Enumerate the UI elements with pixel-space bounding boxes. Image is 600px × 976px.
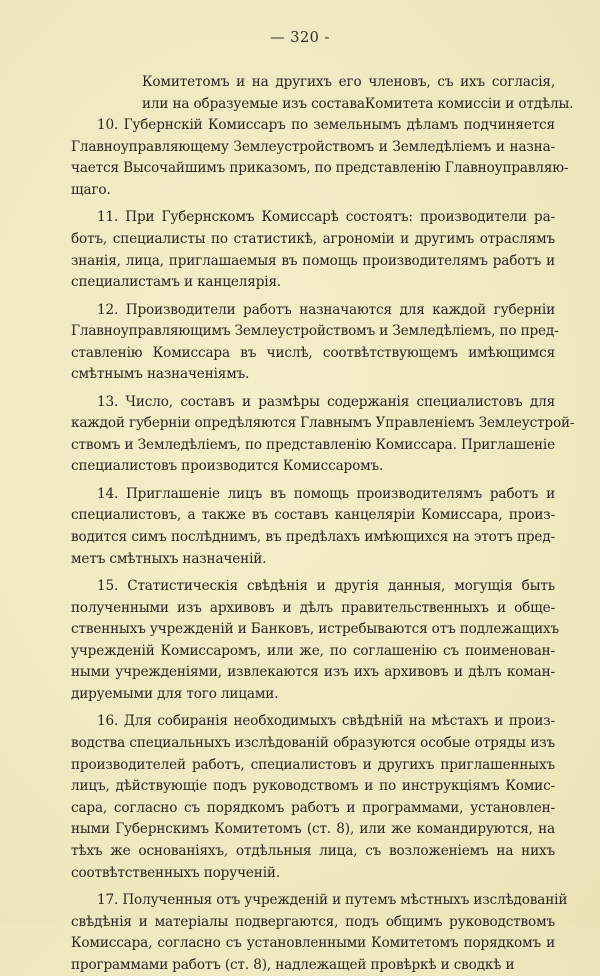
paragraph-first-line: 16. Для собиранія необходимыхъ свѣдѣній на мѣстахъ и произ-: [97, 713, 555, 730]
paragraph-15: [71, 576, 560, 706]
text-line: производителей работъ, специалистовъ и другихъ приглашенныхъ: [71, 756, 555, 773]
paragraph-first-line: 17. Полученныя отъ учрежденій и путемъ мѣстныхъ изслѣдованій: [97, 891, 568, 908]
paragraph-11: [71, 207, 555, 293]
text-line: водится симъ послѣднимъ, въ предѣлахъ имѣющихся на этотъ пред-: [71, 529, 555, 546]
paragraph-13: [71, 392, 575, 478]
text-line: щаго.: [71, 181, 111, 198]
text-line: Комитетомъ и на другихъ его членовъ, съ ихъ согласія,: [142, 74, 555, 90]
text-line: специалистовъ производится Комиссаромъ.: [71, 458, 384, 475]
paragraph-first-line: 15. Статистическія свѣдѣнія и другія данныя, могущія быть: [97, 578, 555, 595]
text-line: Главноуправляющимъ Землеустройствомъ и Земледѣліемъ, по пред-: [71, 323, 559, 340]
paragraph-list: [71, 115, 575, 976]
text-line: специалистовъ, а также въ составъ канцеляріи Комиссара, произ-: [71, 507, 555, 524]
text-line: лицъ, дѣйствующіе подъ руководствомъ и по инструкціямъ Комис-: [71, 778, 555, 795]
text-line: метъ смѣтныхъ назначеній.: [71, 550, 267, 567]
text-line: специалистамъ и канцелярія.: [71, 274, 282, 291]
text-line: Главноуправляющему Землеустройствомъ и Земледѣліемъ и назна-: [71, 138, 555, 155]
page-number: — 320 -: [270, 30, 330, 46]
paragraph-first-line: 12. Производители работъ назначаются для каждой губерніи: [97, 301, 555, 318]
text-line: тѣхъ же основаніяхъ, отдѣльныя лица, съ возложеніемъ на нихъ: [71, 842, 555, 859]
text-line: Комиссара, согласно съ установленными Комитетомъ порядкомъ и: [71, 935, 555, 952]
text-line: ботъ, специалисты по статистикѣ, агрономіи и другимъ отраслямъ: [71, 230, 555, 247]
text-line: водства специальныхъ изслѣдованій образуются особые отряды изъ: [71, 735, 555, 751]
paragraph-first-line: 14. Приглашеніе лицъ въ помощь производителямъ работъ и: [97, 485, 555, 502]
paragraph-16: [71, 711, 555, 884]
text-line: ными учрежденіями, извлекаются изъ ихъ архивовъ и дѣлъ коман-: [71, 664, 555, 681]
paragraph-17: [71, 890, 568, 976]
text-line: дируемыми для того лицами.: [71, 686, 279, 703]
continuation-block: [71, 72, 574, 115]
paragraph-14: [71, 484, 555, 570]
text-line: каждой губерніи опредѣляются Главнымъ Управленіемъ Землеустрой-: [71, 415, 575, 432]
text-line: ствомъ и Земледѣліемъ, по представленію Комиссара. Приглашеніе: [71, 436, 555, 453]
body-text: [71, 72, 575, 976]
text-line: полученными изъ архивовъ и дѣлъ правительственныхъ и обще-: [71, 599, 555, 616]
text-line: соотвѣтственныхъ порученій.: [71, 864, 280, 881]
text-line: программами работъ (ст. 8), надлежащей провѣркѣ и сводкѣ и: [71, 956, 515, 973]
paragraph-first-line: 11. При Губернскомъ Комиссарѣ состоятъ: производители ра-: [97, 209, 555, 226]
text-line: свѣдѣнія и матеріалы подвергаются, подъ общимъ руководствомъ: [71, 913, 555, 930]
paragraph-10: [71, 115, 569, 201]
text-line: знанія, лица, приглашаемыя въ помощь производителямъ работъ и: [71, 252, 555, 269]
text-line: смѣтнымъ назначеніямъ.: [71, 366, 250, 383]
paragraph-first-line: 10. Губернскій Комиссаръ по земельнымъ дѣламъ подчиняется: [97, 117, 555, 134]
text-line: или на образуемые изъ составаКомитета комиссіи и отдѣлы.: [142, 95, 574, 112]
text-line: ставленію Комиссара въ числѣ, соотвѣтствующемъ имѣющимся: [71, 344, 555, 361]
text-line: ственныхъ учрежденій и Банковъ, истребываются отъ подлежащихъ: [71, 621, 560, 638]
text-line: чается Высочайшимъ приказомъ, по представленію Главноуправляю-: [71, 160, 569, 177]
text-line: ными Губернскимъ Комитетомъ (ст. 8), или же командируются, на: [71, 821, 555, 838]
text-line: сара, согласно съ порядкомъ работъ и программами, установлен-: [71, 799, 555, 816]
paragraph-12: [71, 300, 559, 386]
text-line: учрежденій Комиссаромъ, или же, по соглашенію съ поименован-: [71, 642, 555, 659]
paragraph-first-line: 13. Число, составъ и размѣры содержанія специалистовъ для: [97, 393, 555, 410]
